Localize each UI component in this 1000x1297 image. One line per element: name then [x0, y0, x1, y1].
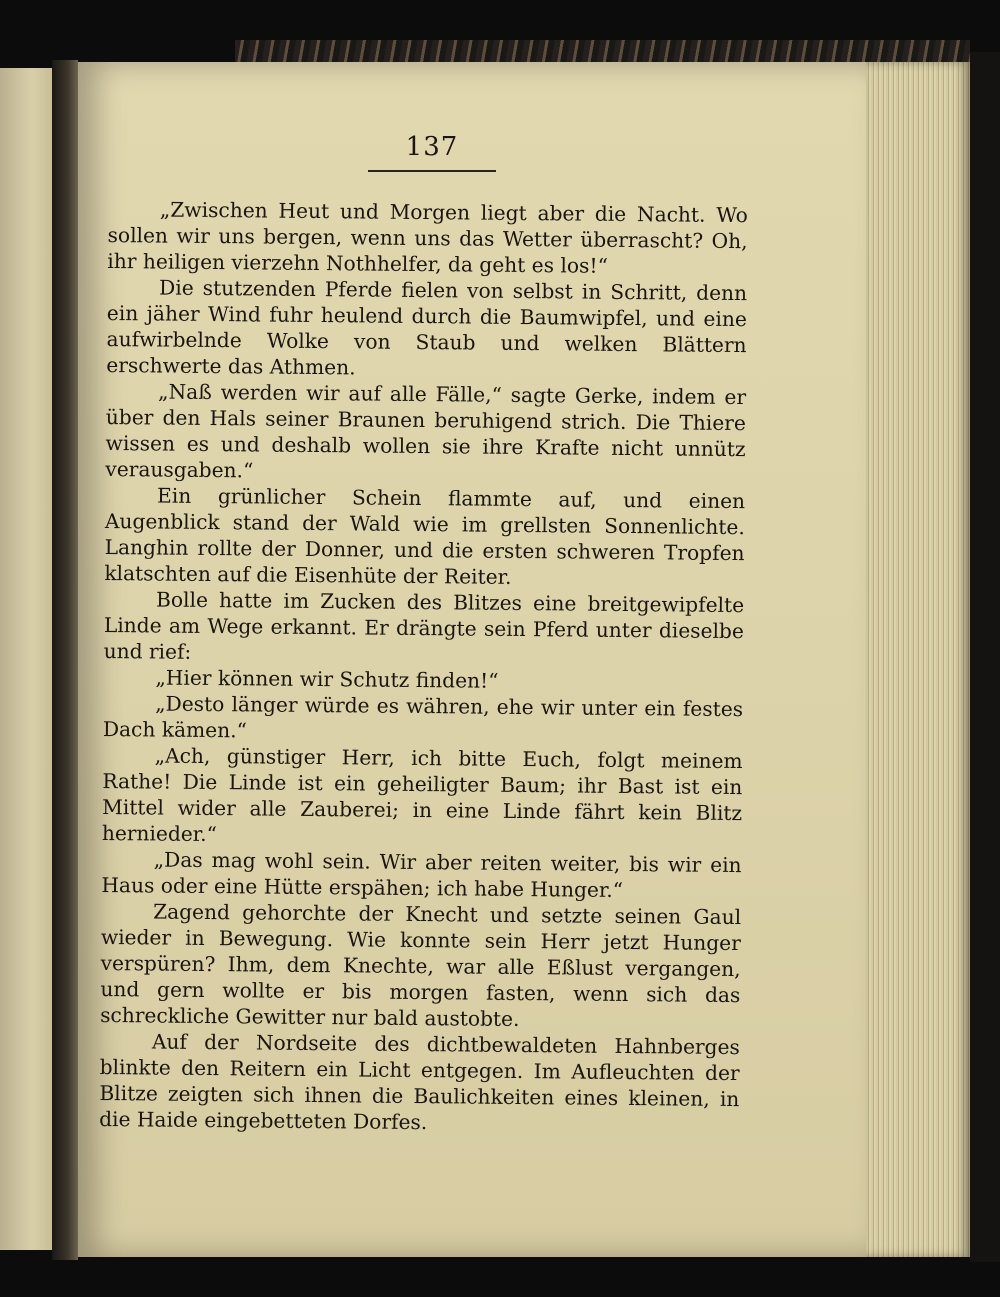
- paragraph: „Hier können wir Schutz finden!“: [155, 665, 499, 693]
- page-text: [99, 196, 748, 1138]
- paragraph: „Ach, günstiger Herr, ich bitte Euch, folgt meinem Rathe! Die Linde ist ein geheiligter Baum; ihr Bast ist ein Mittel wider alle Zauberei; in eine Linde fährt kein Blitz hernieder.“: [101, 743, 743, 847]
- paragraph: „Naß werden wir auf alle Fälle,“ sagte Gerke, indem er über den Hals seiner Braunen beruhigend strich. Die Thiere wissen es und deshalb wollen sie ihre Krafte nicht unnütz verausgaben.“: [105, 379, 747, 483]
- book-gutter: [52, 60, 78, 1260]
- paragraph: Die stutzenden Pferde fielen von selbst in Schritt, denn ein jäher Wind fuhr heulend durch die Baumwipfel, und eine aufwirbelnde Wolke von Staub und welken Blättern erschwerte das Athmen.: [106, 275, 748, 380]
- page-number: 137: [405, 132, 459, 162]
- left-page-edge: [0, 68, 54, 1250]
- paragraph: Bolle hatte im Zucken des Blitzes eine breitgewipfelte Linde am Wege erkannt. Er drängte sein Pferd unter dieselbe und rief:: [103, 587, 745, 664]
- paragraph: „Das mag wohl sein. Wir aber reiten weiter, bis wir ein Haus oder eine Hütte erspähen; ich habe Hunger.“: [101, 847, 742, 902]
- book-cover-edge: [970, 52, 1000, 1262]
- paragraph: Ein grünlicher Schein flammte auf, und einen Augenblick stand der Wald wie im grellsten Sonnenlichte. Langhin rollte der Donner, und die ersten schweren Tropfen klatschten auf die Eisenhüte der Reiter.: [104, 483, 746, 589]
- paragraph: Auf der Nordseite des dichtbewaldeten Hahnberges blinkte den Reitern ein Licht entgegen. Im Aufleuchten der Blitze zeigten sich ihnen die Baulichkeiten eines kleinen, in die Haide eingebetteten Dorfes.: [99, 1029, 740, 1135]
- page-number-rule: [368, 170, 496, 172]
- paragraph: „Zwischen Heut und Morgen liegt aber die Nacht. Wo sollen wir uns bergen, wenn uns das Wetter überrascht? Oh, ihr heiligen vierzehn Nothhelfer, da geht es los!“: [107, 197, 748, 278]
- paragraph: Zagend gehorchte der Knecht und setzte seinen Gaul wieder in Bewegung. Wie konnte sein Herr jetzt Hunger verspüren? Ihm, dem Knechte, war alle Eßlust vergangen, und gern wollte er bis morgen fasten, wenn sich das schreckliche Gewitter nur bald austobte.: [100, 899, 742, 1031]
- page-stack-edge: [866, 62, 970, 1257]
- paragraph: „Desto länger würde es währen, ehe wir unter ein festes Dach kämen.“: [102, 691, 744, 743]
